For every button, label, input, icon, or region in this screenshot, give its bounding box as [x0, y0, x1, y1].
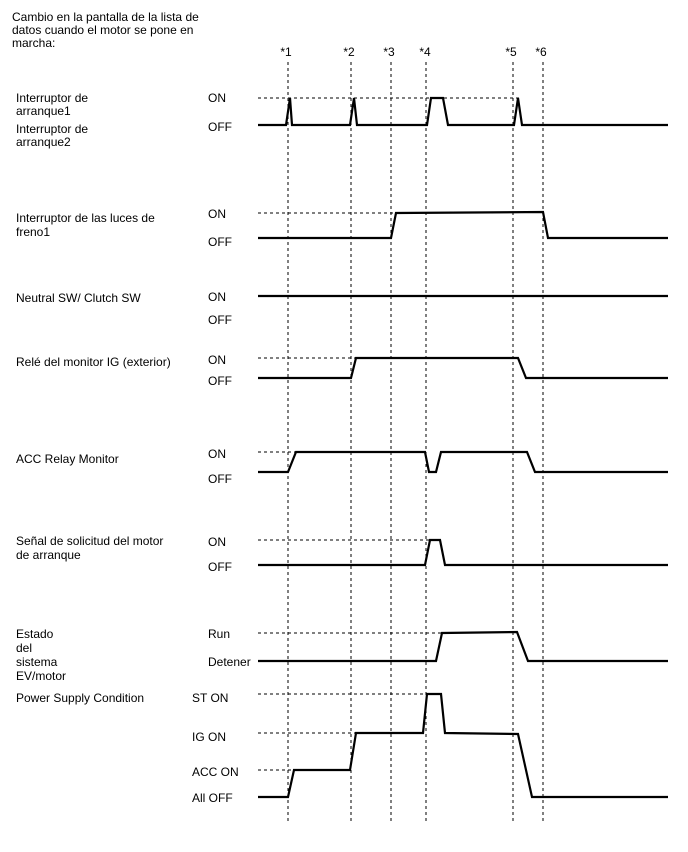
waveform: [258, 212, 668, 238]
waveform: [258, 98, 668, 125]
signal-acc-relay-monitor: [16, 447, 668, 486]
signal-name-line: sistema: [16, 655, 58, 669]
state-label-all-off: All OFF: [192, 791, 233, 805]
signal-neutral-clutch-switch: [16, 290, 668, 327]
marker-label-3: *3: [383, 45, 395, 59]
signal-name-line: Interruptor de las luces de: [16, 211, 155, 225]
signal-power-supply-condition: [16, 691, 668, 805]
marker-label-6: *6: [535, 45, 547, 59]
signal-name-line: de arranque: [16, 548, 81, 562]
state-label-on: ON: [208, 207, 226, 221]
signal-name-line: Interruptor de: [16, 122, 89, 136]
state-label-on: ON: [208, 535, 226, 549]
signal-name-line: Relé del monitor IG (exterior): [16, 355, 171, 369]
state-label-off: OFF: [208, 313, 232, 327]
state-label-on: ON: [208, 353, 226, 367]
state-label-off: OFF: [208, 235, 232, 249]
state-label-st-on: ST ON: [192, 691, 229, 705]
state-label-on: ON: [208, 290, 226, 304]
diagram-caption-line-2: datos cuando el motor se pone en: [12, 23, 194, 37]
signal-name-line: Señal de solicitud del motor: [16, 534, 164, 548]
signal-name-line: arranque2: [16, 135, 71, 149]
marker-label-4: *4: [419, 45, 431, 59]
state-label-ig-on: IG ON: [192, 730, 227, 744]
signal-ev-engine-state: [16, 627, 668, 683]
state-label-on: ON: [208, 447, 226, 461]
signal-starter-request: [16, 534, 668, 574]
signal-name-line: Estado: [16, 627, 54, 641]
waveform: [258, 694, 668, 797]
marker-label-2: *2: [343, 45, 355, 59]
state-label-off: OFF: [208, 560, 232, 574]
waveform: [258, 632, 668, 661]
marker-label-5: *5: [505, 45, 517, 59]
state-label-off: OFF: [208, 472, 232, 486]
signal-starter-switch: [16, 91, 668, 149]
signal-brake-light-switch: [16, 207, 668, 249]
state-label-acc-on: ACC ON: [192, 765, 239, 779]
signal-name-line: del: [16, 641, 33, 655]
signal-name-line: ACC Relay Monitor: [16, 452, 119, 466]
diagram-caption-line-1: Cambio en la pantalla de la lista de: [12, 10, 199, 24]
waveform: [258, 452, 668, 472]
state-label-on: ON: [208, 91, 226, 105]
signal-name-line: freno1: [16, 225, 51, 239]
signal-name-line: Neutral SW/ Clutch SW: [16, 291, 141, 305]
state-label-stop: Detener: [208, 655, 251, 669]
signal-name-line: EV/motor: [16, 669, 67, 683]
state-label-off: OFF: [208, 374, 232, 388]
waveform: [258, 540, 668, 565]
signal-name-line: arranque1: [16, 104, 71, 118]
marker-label-1: *1: [280, 45, 292, 59]
state-label-run: Run: [208, 627, 231, 641]
waveform: [258, 358, 668, 378]
signal-ig-relay-monitor: [16, 353, 668, 388]
timing-markers: [280, 45, 547, 822]
signal-name-line: Interruptor de: [16, 91, 89, 105]
state-label-off: OFF: [208, 120, 232, 134]
diagram-caption-line-3: marcha:: [12, 36, 56, 50]
signal-name-line: Power Supply Condition: [16, 691, 145, 705]
